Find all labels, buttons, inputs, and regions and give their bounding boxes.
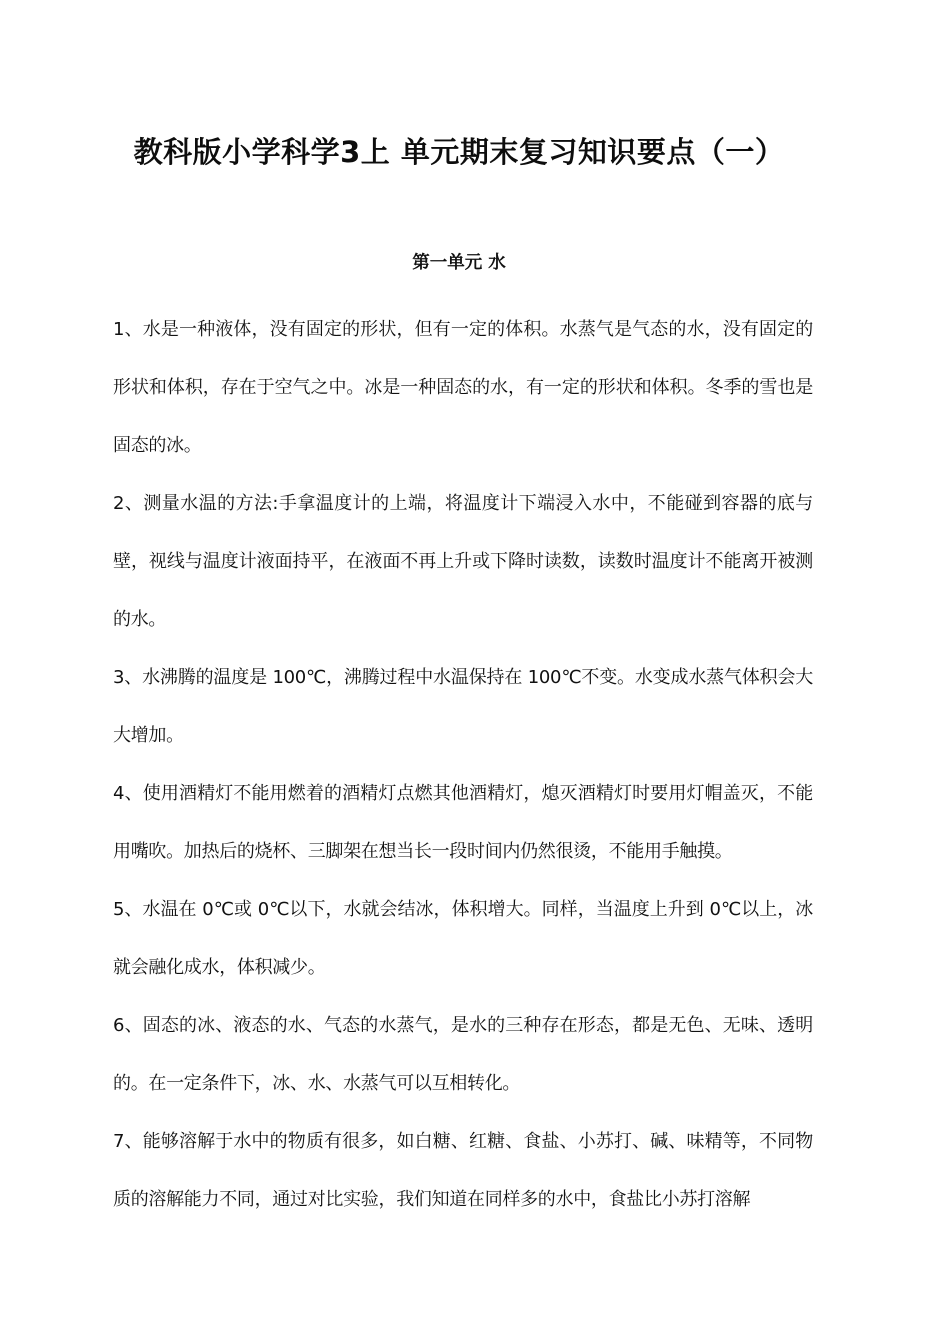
knowledge-point-5: 5、水温在 0℃或 0℃以下，水就会结冰，体积增大。同样，当温度上升到 0℃以上，冰就会融化成水，体积减少。 (113, 899, 813, 978)
knowledge-point-2: 2、测量水温的方法:手拿温度计的上端，将温度计下端浸入水中，不能碰到容器的底与壁，视线与温度计液面持平，在液面不再上升或下降时读数，读数时温度计不能离开被测的水。 (113, 493, 813, 630)
knowledge-point-6: 6、固态的冰、液态的水、气态的水蒸气，是水的三种存在形态，都是无色、无味、透明的。在一定条件下，冰、水、水蒸气可以互相转化。 (113, 1015, 813, 1094)
knowledge-point-3: 3、水沸腾的温度是 100℃，沸腾过程中水温保持在 100℃不变。水变成水蒸气体积会大大增加。 (113, 667, 813, 746)
knowledge-point-1: 1、水是一种液体，没有固定的形状，但有一定的体积。水蒸气是气态的水，没有固定的形状和体积，存在于空气之中。冰是一种固态的水，有一定的形状和体积。冬季的雪也是固态的冰。 (113, 319, 813, 456)
document-title: 教科版小学科学3上 单元期末复习知识要点（一） (133, 135, 785, 169)
knowledge-point-4: 4、使用酒精灯不能用燃着的酒精灯点燃其他酒精灯，熄灭酒精灯时要用灯帽盖灭，不能用嘴吹。加热后的烧杯、三脚架在想当长一段时间内仍然很烫，不能用手触摸。 (113, 783, 813, 862)
knowledge-points-list (113, 301, 813, 1229)
knowledge-point-7: 7、能够溶解于水中的物质有很多，如白糖、红糖、食盐、小苏打、碱、味精等，不同物质的溶解能力不同，通过对比实验，我们知道在同样多的水中，食盐比小苏打溶解 (113, 1131, 813, 1210)
section-heading-unit-1: 第一单元 水 (412, 253, 506, 273)
